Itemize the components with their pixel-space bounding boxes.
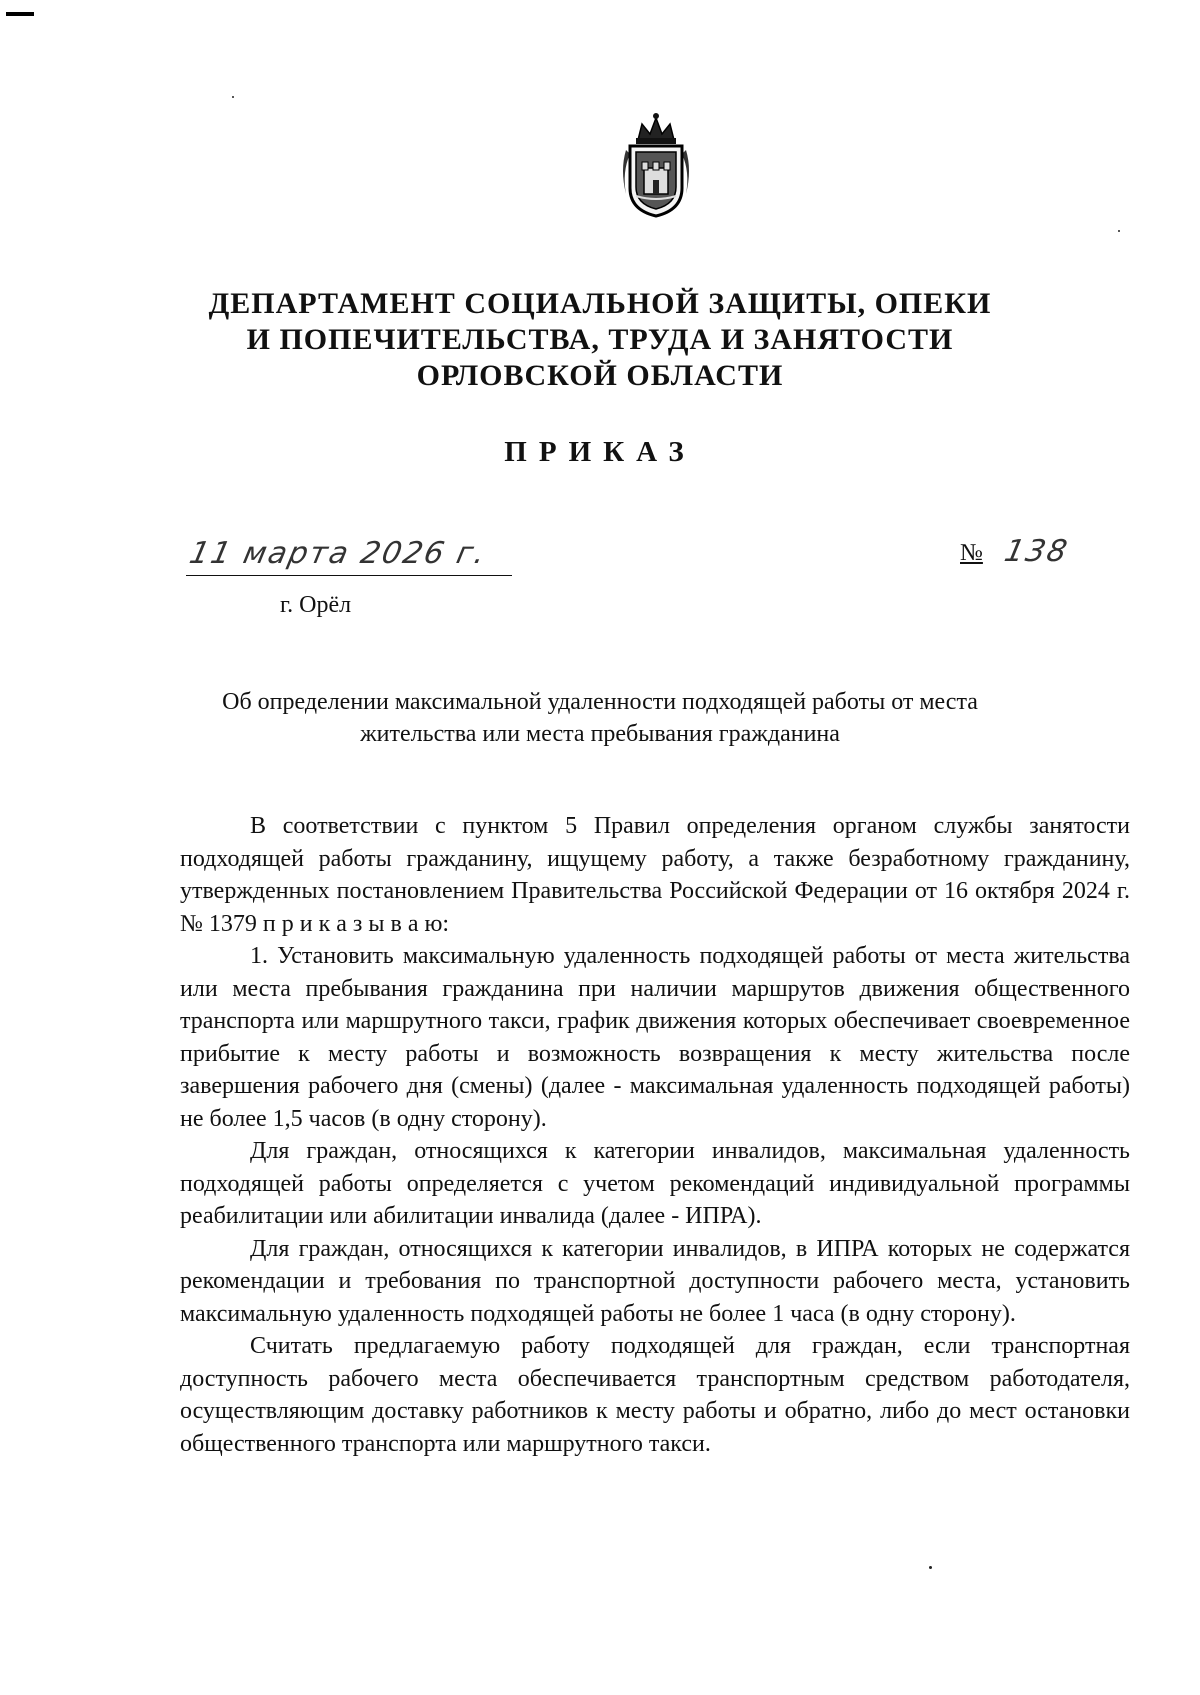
department-name (120, 286, 1080, 394)
body-paragraph: Для граждан, относящихся к категории инвалидов, максимальная удаленность подходящей работы определяется с учетом рекомендаций индивидуальной программы реабилитации или абилитации инвалида (далее - ИПРА). (180, 1138, 1130, 1229)
scan-speck (1118, 230, 1120, 232)
department-line-2: И ПОПЕЧИТЕЛЬСТВА, ТРУДА И ЗАНЯТОСТИ (246, 323, 954, 356)
scan-edge-mark (6, 12, 34, 16)
department-line-1: ДЕПАРТАМЕНТ СОЦИАЛЬНОЙ ЗАЩИТЫ, ОПЕКИ (208, 287, 992, 320)
body-paragraph: 1. Установить максимальную удаленность подходящей работы от места жительства или места пребывания гражданина при наличии маршрутов движения общественного транспорта или маршрутного такси, график движения которых обеспечивает своевременное прибытие к месту работы и возможность возвращения к месту жительства после завершения рабочего дня (смены) (далее - максимальная удаленность подходящей работы) не более 1,5 часов (в одну сторону). (180, 943, 1130, 1132)
body-paragraph: Для граждан, относящихся к категории инвалидов, в ИПРА которых не содержатся рекомендации и требования по транспортной доступности рабочего места, установить максимальную удаленность подходящей работы не более 1 часа (в одну сторону). (180, 1235, 1130, 1327)
body-paragraph: В соответствии с пунктом 5 Правил определения органом службы занятости подходящей работы гражданину, ищущему работу, а также безработному гражданину, утвержденных постановлением Правительства Российской Федерации от 16 октября 2024 г. № 1379 п р и к а з ы в а ю: (180, 813, 1130, 937)
body-paragraph: Считать предлагаемую работу подходящей для граждан, если транспортная доступность рабочего места обеспечивается транспортным средством работодателя, осуществляющим доставку работников к месту работы и обратно, либо до мест остановки общественного транспорта или маршрутного такси. (180, 1333, 1130, 1457)
order-date: 11 марта 2026 г. (186, 536, 491, 571)
city: г. Орёл (280, 592, 352, 618)
coat-of-arms-emblem (616, 110, 696, 218)
date-underline (186, 575, 512, 576)
order-title: ПРИКАЗ (504, 436, 696, 468)
order-subject (180, 686, 1020, 750)
scan-speck (232, 96, 234, 98)
order-body (180, 810, 1130, 1460)
subject-line-1: Об определении максимальной удаленности подходящей работы от места (222, 689, 978, 715)
order-number-label: № (960, 540, 983, 566)
subject-line-2: жительства или места пребывания гражданина (360, 721, 840, 747)
scan-speck (929, 1566, 932, 1569)
order-number: 138 (1001, 534, 1072, 569)
department-line-3: ОРЛОВСКОЙ ОБЛАСТИ (416, 359, 784, 392)
